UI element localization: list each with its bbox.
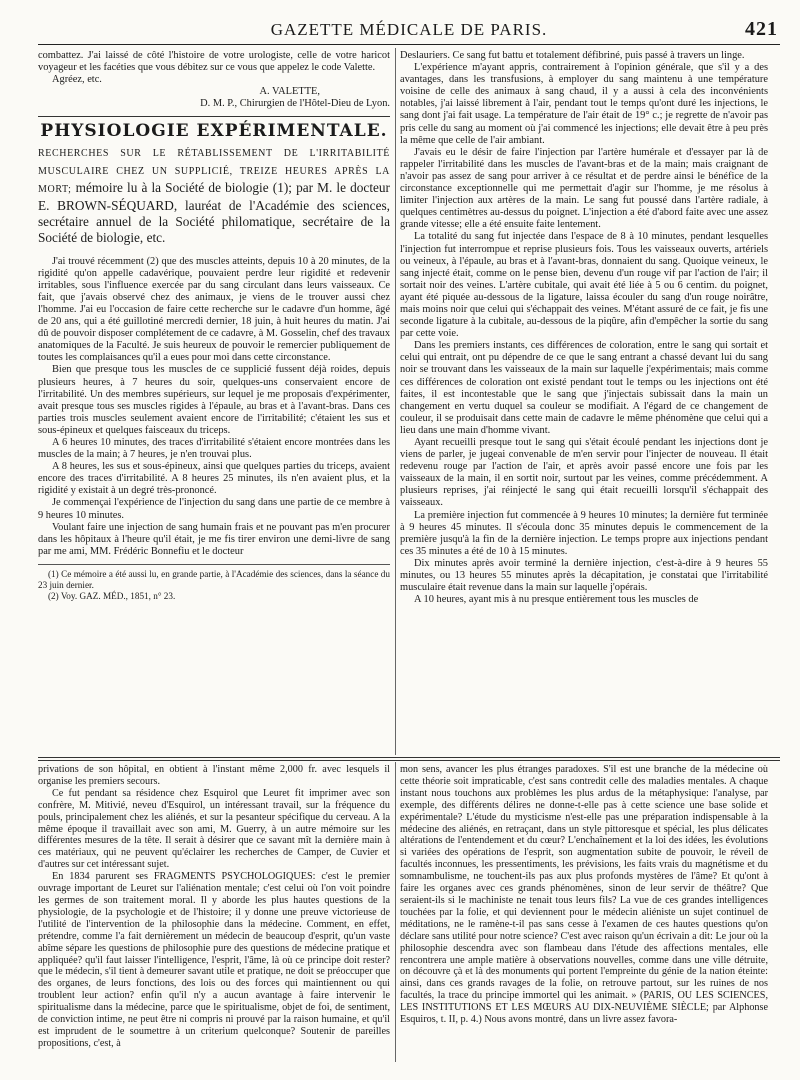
article-paragraph: La première injection fut commencée à 9 heures 10 minutes; la dernière fut terminée à 9 heures 45 minutes. Il s'écoula donc 35 minutes depuis le commencement de la première jusqu'à la fin de la dernière injection. Le temps propre aux injections pendant ces 35 minutes a été de 10 à 15 minutes.	[400, 509, 768, 557]
feuilleton-paragraph: mon sens, avancer les plus étranges paradoxes. S'il est une branche de la médecine où cette théorie soit impraticable, c'est sans contredit celle des maladies mentales. A chaque instant nous touchons aux problèmes les plus ardus de la métaphysique: l'analyse, par exemple, des différents délires ne donne-t-elle pas à cette science une base solide et expérimentale? L'étude du mysticisme n'est-elle pas une préparation indispensable à la médecine des aliénés, en retraçant, dans un style pittoresque et spécial, les plus délicates altérations de l'entendement et du cœur? L'enchaînement et la loi des idées, les évolutions si variées des opérations de l'esprit, son augmentation subite de pouvoir, le réveil de facultés inconnues, les pressentiments, les prévisions, les faits vrais du magnétisme et du somnambulisme, ne touchent-ils pas aux plus profonds mystères de l'âme? Et qu'ont à faire les organes avec ces grands phénomènes, sinon de leur servir de théâtre? Que seraient-ils si le machiniste ne tenait tous leurs fils? La vue de ces grandes intelligences touchées par la folie, et qui deviennent pour le médecin aliéniste un sujet continuel de méditations, ne le ramène-t-il pas sans cesse à l'examen de ces hautes questions qu'on déclare sans utilité pour notre science? C'est avec raison qu'un écrivain a dit: Le jour où la philosophie descendra avec son flambeau dans l'étude des affections mentales, elle rencontrera une ample matière à observations nouvelles, comme dans une ville détruite, on découvre çà et là des monuments qui portent l'empreinte du génie de la nation éteinte: ainsi, dans ces grands ravages de la folie, on retrouve partout, sur les ruines de nos facultés, la trace du principe immortel qui les animait. » (PARIS, OU LES SCIENCES, LES INSTITUTIONS ET LES MŒURS AU DIX-NEUVIÈME SIÈCLE; par Alphonse Esquiros, t. II, p. 4.) Nous avons montré, dans un livre assez favora-	[400, 764, 768, 1026]
article-subtitle	[38, 144, 390, 246]
article-paragraph: J'avais eu le désir de faire l'injection par l'artère humérale et d'essayer par là de rappeler l'irritabilité dans les muscles de l'avant-bras et de la main; mais craignant de n'avoir pas assez de sang pour arriver à ce résultat et de perdre ainsi le bénéfice de la circonstance exceptionnelle qui me permettait d'agir sur l'homme, je me résolus à limiter l'injection aux artères de la main. Le sang fut poussé dans l'artère radiale, à quelques centimètres au-dessus du poignet. L'injection a été d'abord faite avec une assez grande vitesse; elle a été ensuite faite lentement.	[400, 146, 768, 231]
page-header	[38, 18, 780, 45]
article-paragraph: Ayant recueilli presque tout le sang qui s'était écoulé pendant les injections dont je viens de parler, je jugeai convenable de m'en servir pour l'injecter de nouveau. Il était redevenu rouge par l'action de l'air, et après avoir passé encore une fois par les vaisseaux de la main, il en sortit noir, surtout par les veines, comme précédemment. A plusieurs reprises, j'ai réinjecté le sang qui était recueilli lorsqu'il s'échappait des vaisseaux.	[400, 437, 768, 509]
column-divider-top	[395, 48, 396, 755]
footnotes	[38, 564, 390, 601]
signature-title: D. M. P., Chirurgien de l'Hôtel-Dieu de Lyon.	[200, 98, 390, 110]
subtitle-caps: RECHERCHES SUR LE RÉTABLISSEMENT DE L'IRRITABILITÉ MUSCULAIRE CHEZ UN SUPPLICIÉ, TREIZE HEURES APRÈS LA MORT;	[38, 147, 390, 195]
footnote: (2) Voy. GAZ. MÉD., 1851, n° 23.	[48, 590, 176, 601]
feuilleton-paragraph: En 1834 parurent ses FRAGMENTS PSYCHOLOGIQUES: c'est le premier ouvrage important de Leuret sur l'aliénation mentale; c'est celui où l'on voit poindre les germes de son traitement moral. Il y aborde les plus hautes questions de la physiologie, de la psychologie et de l'histoire; il y donne une preuve victorieuse de l'utilité de l'intervention de la philosophie dans la médecine. Comment, en effet, prétendre, comme l'a fait dernièrement un médecin de beaucoup d'esprit, qu'un vaste abîme sépare les questions de philosophie pure des questions de médecine pratique et appliquée? qu'il faut laisser l'intelligence, l'esprit, l'âme, là où ce principe doit rester? que le médecin, s'il tient à demeurer savant utile et pratique, ne doit se préoccuper que des organes, de leurs fonctions, des lois ou des forces qui maintiennent ou qui troublent leur action? enfin qu'il n'y a aucun avantage à faire intervenir le spiritualisme dans la médecine, parce que le spiritualisme, objet de foi, de sentiment, de conviction intime, ne peut être ni compris ni prouvé par la raison humaine, et qu'il est imprudent de le soumettre à un criterium quelconque? Soutenir de pareilles propositions, c'est, à	[38, 871, 390, 1049]
footnote: (1) Ce mémoire a été aussi lu, en grande partie, à l'Académie des sciences, dans la séance du 23 juin dernier.	[38, 568, 390, 590]
section-separator	[38, 116, 390, 117]
subtitle-rest: mémoire lu à la Société de biologie (1); par M. le docteur E. BROWN-SÉQUARD, lauréat de l'Académie des sciences, secrétaire annuel de la Société philomatique, secrétaire de la Société de biologie, etc.	[38, 179, 390, 245]
feuilleton-left-column	[38, 764, 390, 1064]
letter-closing-text: combattez. J'ai laissé de côté l'histoire de votre urologiste, celle de votre haricot voyageur et les facéties que vous débitez sur ce vous que appelez le code Valette.	[38, 50, 390, 74]
right-column	[400, 50, 768, 755]
article-paragraph: J'ai trouvé récemment (2) que des muscles atteints, depuis 10 à 20 minutes, de la rigidité qu'on appelle cadavérique, pouvaient perdre leur rigidité et redevenir irritables, sous l'influence exercée par du sang circulant dans leurs vaisseaux. Ce fait, que j'avais observé chez des animaux, je viens de le trouver aussi chez l'homme. J'ai eu l'occasion de faire cette recherche sur le cadavre d'un homme, âgé de 20 ans, qui a été guillotiné mercredi dernier, 18 juin, à huit heures du matin. J'ai dû de pouvoir disposer complétement de ce cadavre, à M. Gosselin, chef des travaux anatomiques de la Faculté. Je suis heureux de pouvoir le remercier publiquement de toutes les complaisances qu'il a eues pour moi dans cette circonstance.	[38, 255, 390, 364]
feuilleton-paragraph: privations de son hôpital, en obtient à l'instant même 2,000 fr. avec lesquels il organise les premiers secours.	[38, 764, 390, 787]
article-paragraph: Bien que presque tous les muscles de ce supplicié fussent déjà roides, depuis plusieurs heures, à 7 heures du soir, quelques-uns conservaient encore de l'irritabilité. Un des membres supérieurs, sur lequel je me proposais d'expérimenter, avait presque tous ses muscles rigides à l'épaule, au bras et à l'avant-bras. Dans ces parties trois muscles seulement avaient encore de l'irritabilité; c'étaient les sus et sous-épineux et quelques faisceaux du triceps.	[38, 364, 390, 436]
article-paragraph: Je commençai l'expérience de l'injection du sang dans une partie de ce membre à 9 heures 10 minutes.	[38, 497, 390, 521]
article-paragraph: A 8 heures, les sus et sous-épineux, ainsi que quelques parties du triceps, avaient encore des traces d'irritabilité. A 8 heures 25 minutes, ils n'en avaient plus, et la rigidité y existait à un degré très-prononcé.	[38, 461, 390, 497]
article-paragraph: Deslauriers. Ce sang fut battu et totalement défibriné, puis passé à travers un linge.	[400, 50, 745, 61]
article-paragraph: Voulant faire une injection de sang humain frais et ne pouvant pas m'en procurer dans les hôpitaux à l'heure qu'il était, je me fis tirer environ une demi-livre de sang par me ami, MM. Frédéric Bonnefiu et le docteur	[38, 521, 390, 557]
page-number: 421	[745, 18, 778, 40]
article-paragraph: L'expérience m'ayant appris, contrairement à l'opinion générale, que s'il y a des avantages, dans les transfusions, à employer du sang maintenu à une température voisine de celle des animaux à sang chaud, il y a aussi à cela des inconvénients notables, j'ai laissé librement à l'air, pendant tout le temps qu'ont duré les injections, le sang dont j'ai fait usage. La température de l'air était de 19° c.; je regrette de n'avoir pas pris celle du sang au moment où j'ai commencé les injections; elle devait être à peu près la même que celle de l'air ambiant.	[400, 62, 768, 146]
journal-title: GAZETTE MÉDICALE DE PARIS.	[270, 20, 548, 39]
column-divider-bottom	[395, 762, 396, 1062]
article-paragraph: A 6 heures 10 minutes, des traces d'irritabilité s'étaient encore montrées dans les muscles de la main; à 7 heures, je n'en trouvai plus.	[38, 436, 390, 461]
article-paragraph: A 10 heures, ayant mis à nu presque entièrement tous les muscles de	[414, 594, 699, 606]
feuilleton-paragraph: Ce fut pendant sa résidence chez Esquirol que Leuret fit imprimer avec son confrère, M. Mitivié, neveu d'Esquirol, un intéressant travail, sur la fréquence du pouls, principalement chez les aliénés, et sur la pesanteur spécifique du cerveau. A la même époque il travaillait avec son ami, M. Guerry, à un autre mémoire sur les différentes mesures de la tête. Il serait à désirer que ce savant mît la dernière main à ces matériaux, qui ne peuvent qu'éclairer les recherches de Camper, de Cuvier et d'autres sur cet intéressant sujet.	[38, 787, 390, 871]
feuilleton-right-column	[400, 764, 768, 1064]
feuilleton-separator	[38, 757, 780, 761]
section-title: PHYSIOLOGIE EXPÉRIMENTALE.	[40, 121, 388, 142]
letter-greeting: Agréez, etc.	[52, 74, 102, 86]
left-column	[38, 50, 390, 755]
signature-name: A. VALETTE,	[259, 86, 320, 98]
article-paragraph: Dans les premiers instants, ces différences de coloration, entre le sang qui sortait et celui qui entrait, ont pu dépendre de ce que le sang entrant a chassé devant lui du sang noir se trouvant dans les vaisseaux de la main sur laquelle j'expérimentais; mais comme ces différences de coloration ont existé pendant tout le temps ou les injections ont été faites, il est incontestable que le sang que j'injectais subissait dans la main un changement en vertu duquel sa couleur se modifiait. A l'égard de ce changement de couleur, il se produisait dans cette main de cadavre le même phénomène que celui qui a lieu dans une main d'homme vivant.	[400, 340, 768, 436]
article-paragraph: La totalité du sang fut injectée dans l'espace de 8 à 10 minutes, pendant lesquelles l'injection fut interrompue et reprise plusieurs fois. Tous les vaisseaux ouverts, artériels ou veineux, à l'épaule, au bras et à l'avant-bras, donnaient du sang. Quoique veineux, le sang injecté était, comme on le pense bien, devenu d'un rouge vif par l'action de l'air; il sortait noir des veines. L'artère cubitale, qui avait été liée à 5 ou 6 centim. du poignet, ayant été piquée au-dessous de la ligature, laissa écouler du sang d'un rouge noirâtre, mais moins noir que celui qui s'échappait des veines. M'étant assuré de ce fait, je fis une seconde ligature à la cubitale, au-dessous de la piqûre, afin d'empêcher la sortie du sang par cette voie.	[400, 231, 768, 340]
article-paragraph: Dix minutes après avoir terminé la dernière injection, c'est-à-dire à 9 heures 55 minutes, ou 13 heures 55 minutes après la décapitation, je constatai que l'irritabilité musculaire était revenue dans la main sur laquelle j'opérais.	[400, 557, 768, 594]
